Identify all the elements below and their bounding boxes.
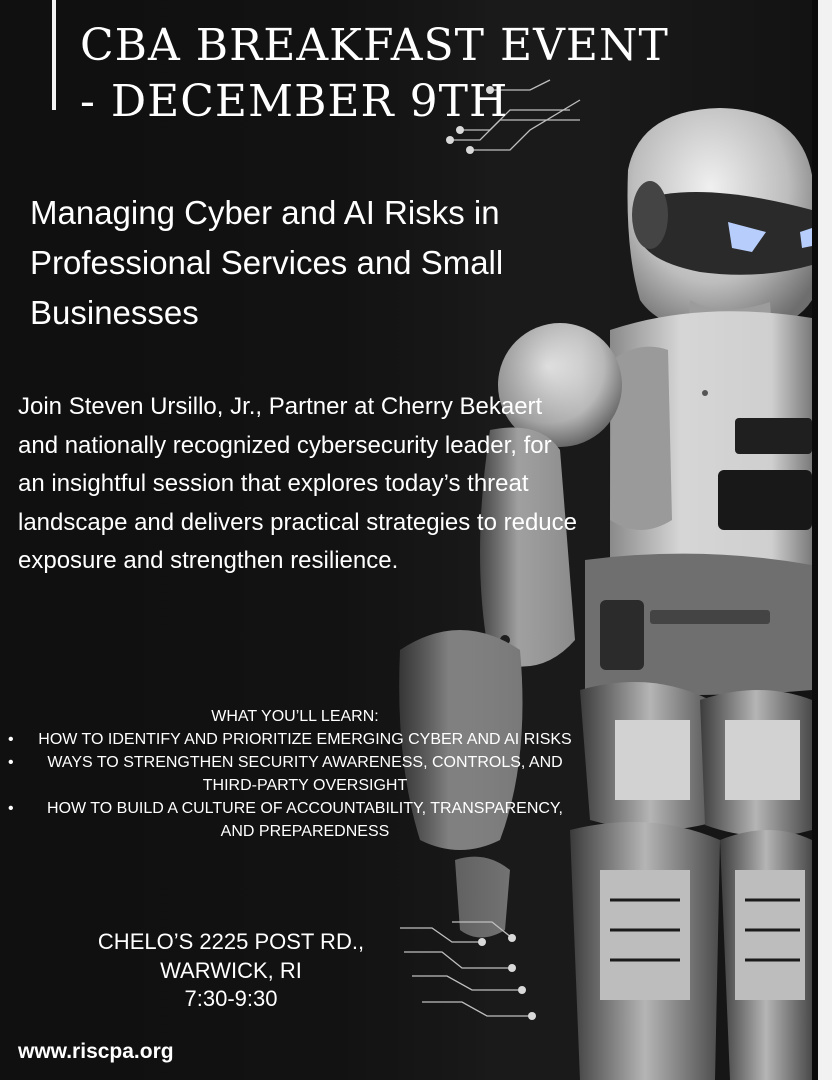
circuit-lines-decoration-bottom [392, 918, 542, 1028]
venue-address: CHELO’S 2225 POST RD., [97, 929, 365, 954]
bullet-dot-icon: • [8, 754, 14, 771]
learn-item [0, 797, 590, 843]
website-link[interactable]: www.riscpa.org [18, 1040, 174, 1063]
learn-item [0, 751, 590, 797]
event-headline [80, 18, 800, 130]
learn-item-text: HOW TO IDENTIFY AND PRIORITIZE EMERGING CYBER AND AI RISKS [38, 731, 572, 748]
bullet-dot-icon: • [8, 800, 14, 817]
headline-line-1: CBA BREAKFAST EVENT [80, 20, 669, 71]
event-time: 7:30-9:30 [184, 986, 278, 1011]
venue-city: WARWICK, RI [160, 957, 302, 983]
learn-item-text: WAYS TO STRENGTHEN SECURITY AWARENESS, CONTROLS, AND THIRD-PARTY OVERSIGHT [47, 754, 563, 794]
event-description: Join Steven Ursillo, Jr., Partner at Cherry Bekaert and nationally recognized cybersecurity leader, for an insightful session that explores today’s threat landscape and delivers practical strategies to reduce exposure and strengthen resilience. [18, 393, 577, 574]
title-accent-bar [52, 0, 56, 110]
learn-list [0, 728, 590, 843]
learn-item-text: HOW TO BUILD A CULTURE OF ACCOUNTABILITY, TRANSPARENCY, AND PREPAREDNESS [47, 800, 563, 840]
headline-line-2: - DECEMBER 9TH [80, 76, 509, 127]
venue-info [66, 928, 396, 1014]
bullet-dot-icon: • [8, 731, 14, 748]
right-edge-shadow [812, 0, 818, 1080]
learn-item [0, 728, 590, 751]
learn-heading: WHAT YOU’LL LEARN: [211, 708, 379, 725]
event-subtitle: Managing Cyber and AI Risks in Professional Services and Small Businesses [30, 194, 504, 331]
